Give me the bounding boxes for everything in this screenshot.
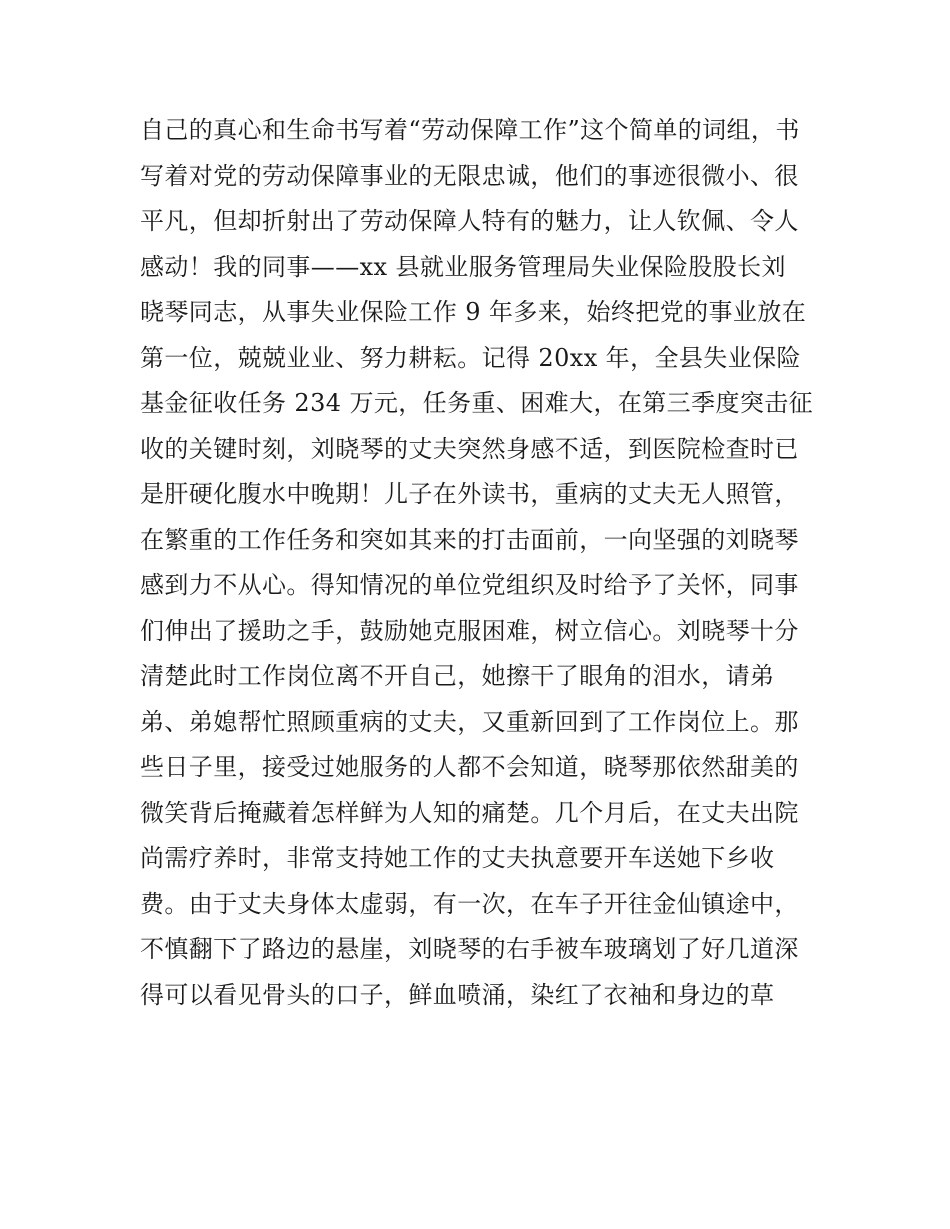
text-line: 自己的真心和生命书写着“劳动保障工作”这个简单的词组，书 xyxy=(140,116,800,144)
text-line: 是肝硬化腹水中晚期！儿子在外读书，重病的丈夫无人照管， xyxy=(140,480,799,508)
text-line: 得可以看见骨头的口子，鲜血喷涌，染红了衣袖和身边的草 xyxy=(140,980,775,1009)
text-line: 些日子里，接受过她服务的人都不会知道，晓琴那依然甜美的 xyxy=(140,753,799,781)
text-line: 们伸出了援助之手，鼓励她克服困难，树立信心。刘晓琴十分 xyxy=(140,616,799,645)
text-line: 在繁重的工作任务和突如其来的打击面前，一向坚强的刘晓琴 xyxy=(140,525,799,554)
text-line: 不慎翻下了路边的悬崖，刘晓琴的右手被车玻璃划了好几道深 xyxy=(140,935,799,963)
text-line: 收的关键时刻，刘晓琴的丈夫突然身感不适，到医院检查时已 xyxy=(140,434,799,463)
text-line: 平凡，但却折射出了劳动保障人特有的魅力，让人钦佩、令人 xyxy=(140,207,799,235)
text-line: 微笑背后掩藏着怎样鲜为人知的痛楚。几个月后，在丈夫出院 xyxy=(140,798,799,827)
text-line: 基金征收任务 234 万元，任务重、困难大，在第三季度突击征 xyxy=(140,389,814,417)
text-line: 费。由于丈夫身体太虚弱，有一次，在车子开往金仙镇途中， xyxy=(140,889,799,918)
text-line: 弟、弟媳帮忙照顾重病的丈夫，又重新回到了工作岗位上。那 xyxy=(140,707,799,736)
text-line: 感动！我的同事——xx 县就业服务管理局失业保险股股长刘 xyxy=(140,252,786,281)
text-line: 第一位，兢兢业业、努力耕耘。记得 20xx 年，全县失业保险 xyxy=(140,343,801,372)
text-line: 尚需疗养时，非常支持她工作的丈夫执意要开车送她下乡收 xyxy=(140,844,775,872)
text-line: 清楚此时工作岗位离不开自己，她擦干了眼角的泪水，请弟 xyxy=(140,662,775,690)
text-line: 写着对党的劳动保障事业的无限忠诚，他们的事迹很微小、很 xyxy=(140,161,799,190)
body-paragraph xyxy=(140,108,820,1018)
text-line: 感到力不从心。得知情况的单位党组织及时给予了关怀，同事 xyxy=(140,571,799,599)
text-line: 晓琴同志，从事失业保险工作 9 年多来，始终把党的事业放在 xyxy=(140,298,807,326)
